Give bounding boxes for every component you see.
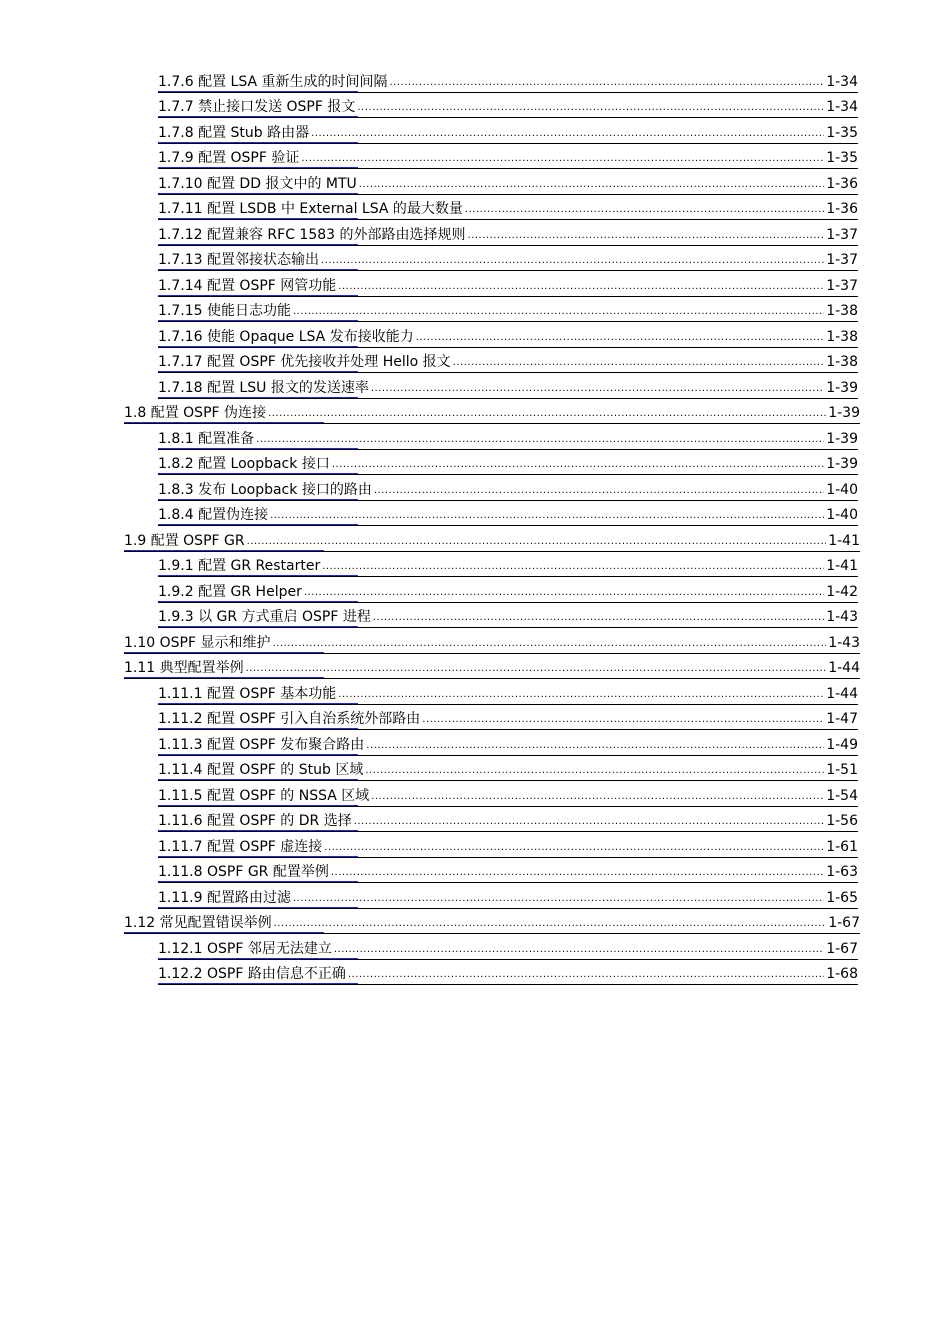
toc-dot-leader: [270, 511, 824, 521]
toc-entry-page-number: 1-49: [826, 736, 858, 753]
toc-entry-title: 1.7.11 配置 LSDB 中 External LSA 的最大数量: [158, 201, 463, 217]
toc-entry-title: 1.7.6 配置 LSA 重新生成的时间间隔: [158, 73, 388, 90]
toc-entry-16[interactable]: [158, 450, 858, 476]
toc-dot-leader: [311, 129, 824, 139]
toc-entry-page-number: 1-42: [826, 583, 858, 600]
toc-entry-15[interactable]: [158, 424, 858, 450]
toc-entry-title: 1.7.8 配置 Stub 路由器: [158, 124, 310, 141]
toc-entry-title: 1.10 OSPF 显示和维护: [124, 634, 271, 651]
toc-entry-33[interactable]: [158, 883, 858, 909]
toc-entry-page-number: 1-44: [828, 660, 860, 676]
toc-entry-2[interactable]: [158, 93, 858, 119]
toc-entry-29[interactable]: [158, 781, 858, 807]
toc-entry-6[interactable]: [158, 195, 858, 221]
toc-dot-leader: [374, 486, 824, 496]
toc-entry-title: 1.11.3 配置 OSPF 发布聚合路由: [158, 736, 365, 753]
toc-dot-leader: [373, 613, 824, 623]
toc-entry-page-number: 1-37: [826, 277, 858, 294]
toc-entry-32[interactable]: [158, 858, 858, 884]
toc-entry-17[interactable]: [158, 475, 858, 501]
toc-entry-title: 1.7.12 配置兼容 RFC 1583 的外部路由选择规则: [158, 226, 466, 243]
toc-entry-page-number: 1-36: [826, 175, 858, 192]
toc-dot-leader: [359, 180, 824, 190]
toc-entry-30[interactable]: [158, 807, 858, 833]
toc-entry-title: 1.8.1 配置准备: [158, 430, 255, 447]
toc-dot-leader: [371, 792, 824, 802]
toc-entry-13[interactable]: [158, 373, 858, 399]
toc-entry-page-number: 1-65: [826, 889, 858, 906]
toc-entry-page-number: 1-41: [826, 558, 858, 574]
toc-entry-page-number: 1-47: [826, 711, 858, 727]
toc-entry-34[interactable]: [124, 909, 860, 935]
toc-dot-leader: [416, 333, 825, 343]
toc-entry-page-number: 1-40: [826, 481, 858, 498]
toc-dot-leader: [354, 817, 825, 827]
toc-dot-leader: [331, 868, 824, 878]
toc-entry-page-number: 1-43: [826, 609, 858, 625]
toc-entry-page-number: 1-34: [826, 99, 858, 115]
toc-entry-page-number: 1-34: [826, 73, 858, 90]
toc-entry-27[interactable]: [158, 730, 858, 756]
toc-entry-title: 1.9 配置 OSPF GR: [124, 532, 245, 549]
toc-entry-19[interactable]: [124, 526, 860, 552]
toc-entry-title: 1.7.14 配置 OSPF 网管功能: [158, 277, 337, 294]
toc-entry-title: 1.9.2 配置 GR Helper: [158, 583, 302, 600]
toc-dot-leader: [357, 103, 824, 113]
toc-entry-11[interactable]: [158, 322, 858, 348]
toc-dot-leader: [332, 460, 824, 470]
toc-dot-leader: [256, 435, 824, 445]
toc-entry-title: 1.7.18 配置 LSU 报文的发送速率: [158, 379, 369, 396]
toc-entry-title: 1.8 配置 OSPF 伪连接: [124, 405, 267, 421]
toc-entry-page-number: 1-38: [826, 328, 858, 345]
toc-dot-leader: [293, 894, 824, 904]
toc-dot-leader: [348, 970, 824, 980]
toc-entry-page-number: 1-56: [826, 813, 858, 829]
toc-entry-3[interactable]: [158, 118, 858, 144]
toc-entry-page-number: 1-61: [826, 838, 858, 855]
toc-entry-31[interactable]: [158, 832, 858, 858]
toc-entry-page-number: 1-37: [826, 252, 858, 268]
toc-dot-leader: [268, 409, 826, 419]
toc-dot-leader: [465, 205, 824, 215]
toc-entry-page-number: 1-40: [826, 507, 858, 523]
toc-entry-title: 1.11.6 配置 OSPF 的 DR 选择: [158, 813, 352, 829]
toc-entry-page-number: 1-67: [826, 940, 858, 957]
toc-entry-14[interactable]: [124, 399, 860, 425]
toc-entry-page-number: 1-67: [828, 915, 860, 931]
toc-dot-leader: [422, 715, 824, 725]
toc-entry-title: 1.7.15 使能日志功能: [158, 303, 291, 319]
toc-entry-12[interactable]: [158, 348, 858, 374]
toc-entry-18[interactable]: [158, 501, 858, 527]
toc-entry-21[interactable]: [158, 577, 858, 603]
toc-entry-title: 1.8.4 配置伪连接: [158, 507, 269, 523]
toc-entry-title: 1.8.2 配置 Loopback 接口: [158, 456, 330, 472]
toc-dot-leader: [322, 562, 824, 572]
toc-entry-title: 1.7.13 配置邻接状态输出: [158, 252, 319, 268]
toc-dot-leader: [274, 919, 827, 929]
toc-entry-title: 1.11.9 配置路由过滤: [158, 889, 291, 906]
table-of-contents: [0, 67, 950, 985]
toc-entry-title: 1.9.1 配置 GR Restarter: [158, 558, 321, 574]
toc-dot-leader: [304, 588, 824, 598]
toc-entry-10[interactable]: [158, 297, 858, 323]
toc-entry-page-number: 1-54: [826, 787, 858, 804]
toc-entry-page-number: 1-41: [828, 532, 860, 549]
toc-entry-title: 1.7.10 配置 DD 报文中的 MTU: [158, 175, 357, 192]
toc-dot-leader: [390, 78, 825, 88]
toc-dot-leader: [324, 843, 824, 853]
toc-dot-leader: [338, 690, 824, 700]
toc-dot-leader: [247, 537, 827, 547]
toc-entry-title: 1.11.1 配置 OSPF 基本功能: [158, 685, 337, 702]
toc-entry-title: 1.11.7 配置 OSPF 虚连接: [158, 838, 323, 855]
toc-entry-35[interactable]: [158, 934, 858, 960]
toc-entry-8[interactable]: [158, 246, 858, 272]
toc-dot-leader: [334, 945, 824, 955]
toc-entry-title: 1.12.2 OSPF 路由信息不正确: [158, 966, 346, 982]
toc-dot-leader: [272, 639, 826, 649]
toc-entry-24[interactable]: [124, 654, 860, 680]
toc-entry-page-number: 1-39: [826, 456, 858, 472]
toc-dot-leader: [453, 358, 825, 368]
toc-entry-title: 1.11.5 配置 OSPF 的 NSSA 区域: [158, 787, 370, 804]
toc-entry-page-number: 1-37: [826, 226, 858, 243]
toc-entry-26[interactable]: [158, 705, 858, 731]
toc-dot-leader: [468, 231, 825, 241]
toc-dot-leader: [301, 154, 824, 164]
toc-entry-title: 1.8.3 发布 Loopback 接口的路由: [158, 481, 372, 498]
toc-entry-page-number: 1-36: [826, 201, 858, 217]
toc-dot-leader: [338, 282, 824, 292]
toc-entry-page-number: 1-38: [826, 303, 858, 319]
toc-entry-20[interactable]: [158, 552, 858, 578]
toc-entry-36[interactable]: [158, 960, 858, 986]
toc-entry-4[interactable]: [158, 144, 858, 170]
toc-entry-23[interactable]: [124, 628, 860, 654]
toc-dot-leader: [365, 766, 824, 776]
toc-dot-leader: [321, 256, 824, 266]
toc-entry-page-number: 1-39: [826, 379, 858, 396]
toc-entry-5[interactable]: [158, 169, 858, 195]
toc-entry-page-number: 1-63: [826, 864, 858, 880]
toc-entry-title: 1.7.17 配置 OSPF 优先接收并处理 Hello 报文: [158, 354, 451, 370]
toc-entry-7[interactable]: [158, 220, 858, 246]
toc-entry-page-number: 1-44: [826, 685, 858, 702]
toc-entry-title: 1.12.1 OSPF 邻居无法建立: [158, 940, 332, 957]
toc-entry-page-number: 1-39: [828, 405, 860, 421]
toc-entry-25[interactable]: [158, 679, 858, 705]
toc-dot-leader: [293, 307, 824, 317]
toc-entry-page-number: 1-35: [826, 124, 858, 141]
toc-entry-title: 1.12 常见配置错误举例: [124, 915, 272, 931]
toc-dot-leader: [366, 741, 824, 751]
toc-entry-page-number: 1-43: [828, 634, 860, 651]
toc-dot-leader: [246, 664, 827, 674]
toc-entry-title: 1.9.3 以 GR 方式重启 OSPF 进程: [158, 609, 371, 625]
toc-entry-title: 1.11.4 配置 OSPF 的 Stub 区域: [158, 762, 364, 778]
toc-entry-title: 1.11 典型配置举例: [124, 660, 244, 676]
toc-entry-title: 1.7.16 使能 Opaque LSA 发布接收能力: [158, 328, 414, 345]
toc-entry-title: 1.11.8 OSPF GR 配置举例: [158, 864, 329, 880]
toc-dot-leader: [371, 384, 824, 394]
toc-entry-1[interactable]: [158, 67, 858, 93]
toc-entry-title: 1.7.7 禁止接口发送 OSPF 报文: [158, 99, 356, 115]
toc-entry-page-number: 1-51: [826, 762, 858, 778]
toc-entry-page-number: 1-39: [826, 430, 858, 447]
toc-entry-page-number: 1-35: [826, 150, 858, 166]
toc-entry-22[interactable]: [158, 603, 858, 629]
toc-entry-28[interactable]: [158, 756, 858, 782]
toc-entry-page-number: 1-38: [826, 354, 858, 370]
toc-entry-title: 1.7.9 配置 OSPF 验证: [158, 150, 300, 166]
toc-entry-9[interactable]: [158, 271, 858, 297]
toc-entry-title: 1.11.2 配置 OSPF 引入自治系统外部路由: [158, 711, 421, 727]
toc-entry-page-number: 1-68: [826, 966, 858, 982]
